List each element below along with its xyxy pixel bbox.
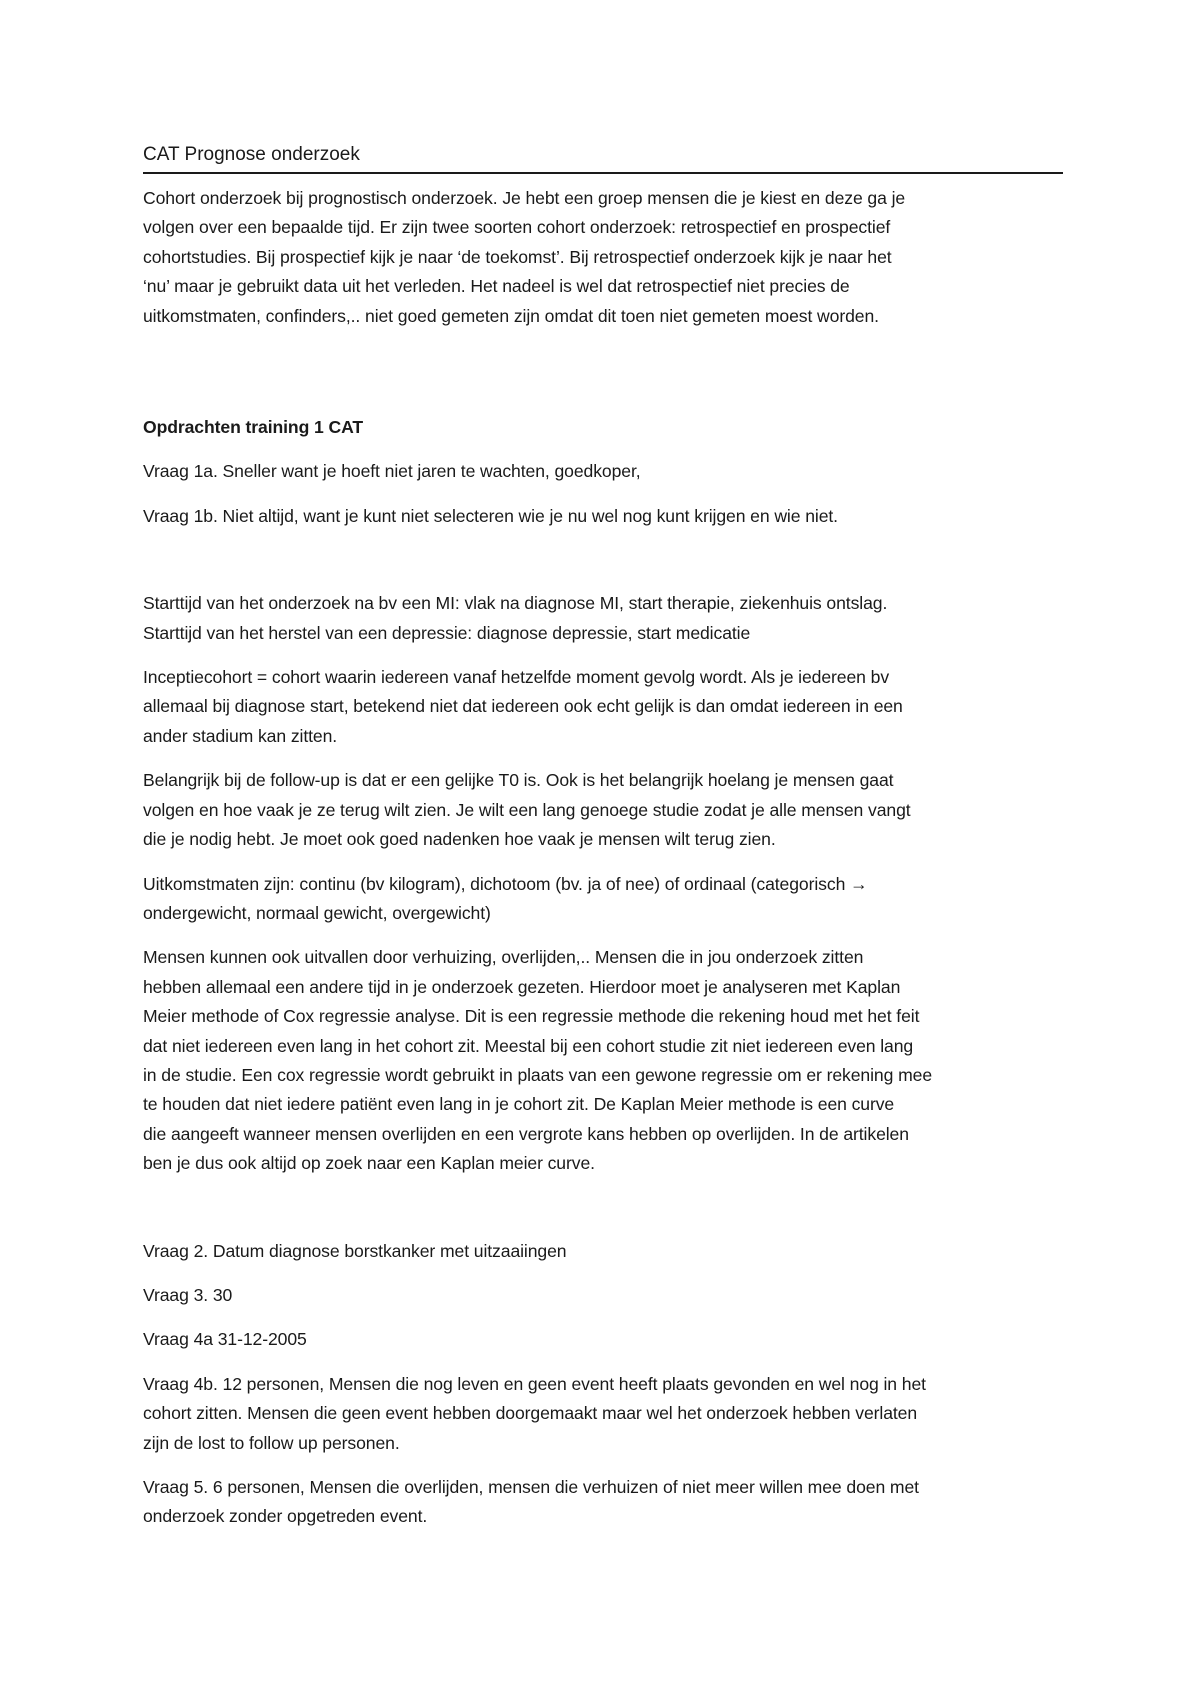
text-line: uitkomstmaten, confinders,.. niet goed gemeten zijn omdat dit toen niet gemeten moest worden.	[143, 305, 879, 326]
text-line: Cohort onderzoek bij prognostisch onderzoek. Je hebt een groep mensen die je kiest en deze ga je	[143, 188, 906, 208]
answer-4a: Vraag 4a 31-12-2005	[143, 1329, 307, 1350]
inceptie-paragraph	[143, 663, 1063, 751]
text-line: zijn de lost to follow up personen.	[143, 1432, 400, 1453]
text-line: Meier methode of Cox regressie analyse. Dit is een regressie methode die rekening houd met het feit	[143, 1006, 920, 1027]
text-line: ander stadium kan zitten.	[143, 725, 338, 746]
text-line: Mensen kunnen ook uitvallen door verhuizing, overlijden,.. Mensen die in jou onderzoek zitten	[143, 947, 864, 968]
section-heading: Opdrachten training 1 CAT	[143, 417, 364, 438]
answer-5	[143, 1473, 1063, 1532]
text-line: Vraag 5. 6 personen, Mensen die overlijden, mensen die verhuizen of niet meer willen mee doen met	[143, 1477, 919, 1497]
header-title: CAT Prognose onderzoek	[143, 144, 360, 165]
document-header	[143, 140, 1063, 174]
text-line: cohort zitten. Mensen die geen event hebben doorgemaakt maar wel het onderzoek hebben verlaten	[143, 1403, 918, 1424]
starttijd-paragraph	[143, 589, 1063, 648]
answer-1a: Vraag 1a. Sneller want je hoeft niet jaren te wachten, goedkoper,	[143, 461, 641, 482]
text-line: dat niet iedereen even lang in het cohort zit. Meestal bij een cohort studie zit niet iedereen even lang	[143, 1035, 914, 1056]
text-line: ondergewicht, normaal gewicht, overgewicht)	[143, 902, 491, 923]
text-line: die aangeeft wanneer mensen overlijden en een vergrote kans hebben op overlijden. In de artikelen	[143, 1123, 909, 1144]
text-line: Starttijd van het herstel van een depressie: diagnose depressie, start medicatie	[143, 622, 751, 643]
text-line: allemaal bij diagnose start, betekend niet dat iedereen ook echt gelijk is dan omdat iedereen in een	[143, 696, 903, 717]
text-line: ‘nu’ maar je gebruikt data uit het verleden. Het nadeel is wel dat retrospectief niet precies de	[143, 276, 850, 297]
text-line: cohortstudies. Bij prospectief kijk je naar ‘de toekomst’. Bij retrospectief onderzoek kijk je naar het	[143, 246, 892, 267]
followup-paragraph	[143, 766, 1063, 854]
answer-1b: Vraag 1b. Niet altijd, want je kunt niet selecteren wie je nu wel nog kunt krijgen en wie niet.	[143, 505, 838, 526]
text-line: hebben allemaal een andere tijd in je onderzoek gezeten. Hierdoor moet je analyseren met Kaplan	[143, 976, 901, 997]
text-line: te houden dat niet iedere patiënt even lang in je cohort zit. De Kaplan Meier methode is een curve	[143, 1094, 895, 1115]
text-line: Belangrijk bij de follow-up is dat er een gelijke T0 is. Ook is het belangrijk hoelang je mensen gaat	[143, 770, 894, 791]
text-line: in de studie. Een cox regressie wordt gebruikt in plaats van een gewone regressie om er rekening mee	[143, 1064, 933, 1085]
text-line: Inceptiecohort = cohort waarin iedereen vanaf hetzelfde moment gevolg wordt. Als je iedereen bv	[143, 667, 890, 688]
text-line: ben je dus ook altijd op zoek naar een Kaplan meier curve.	[143, 1153, 595, 1174]
document-page	[143, 140, 1063, 1547]
intro-paragraph	[143, 184, 1063, 331]
text-line: volgen over een bepaalde tijd. Er zijn twee soorten cohort onderzoek: retrospectief en prospectief	[143, 217, 891, 238]
answer-3: Vraag 3. 30	[143, 1284, 233, 1305]
uitval-paragraph	[143, 943, 1063, 1178]
answer-4b	[143, 1370, 1063, 1458]
uitkomst-paragraph	[143, 870, 1063, 929]
text-line: die je nodig hebt. Je moet ook goed nadenken hoe vaak je mensen wilt terug zien.	[143, 829, 776, 850]
text-line: Uitkomstmaten zijn: continu (bv kilogram), dichotoom (bv. ja of nee) of ordinaal (categorisch →	[143, 873, 868, 894]
text-line: Vraag 4b. 12 personen, Mensen die nog leven en geen event heeft plaats gevonden en wel nog in het	[143, 1373, 926, 1394]
text-line: onderzoek zonder opgetreden event.	[143, 1506, 428, 1527]
text-line: volgen en hoe vaak je ze terug wilt zien. Je wilt een lang genoege studie zodat je alle mensen vangt	[143, 799, 911, 820]
text-line: Starttijd van het onderzoek na bv een MI: vlak na diagnose MI, start therapie, ziekenhuis ontslag.	[143, 593, 888, 614]
answer-2: Vraag 2. Datum diagnose borstkanker met uitzaaiingen	[143, 1240, 567, 1261]
